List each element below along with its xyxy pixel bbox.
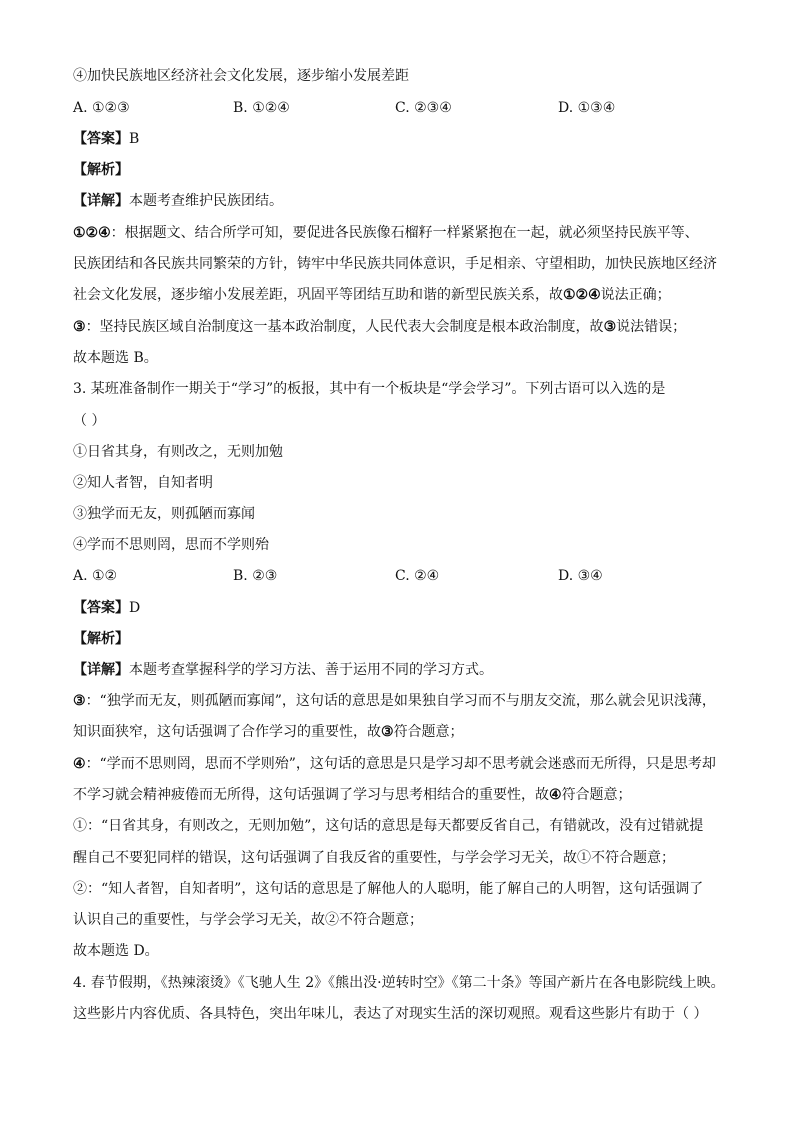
q2-explanation-2 [73,318,686,336]
q3-conclusion: 故本题选 D。 [73,943,159,959]
q2-option-a: A. ①②③ [73,100,130,116]
q3-item-2: ②知人者智，自知者明 [73,475,213,491]
explanation-tag: ③ [73,319,86,335]
q2-option-d: D. ①③④ [558,100,616,116]
explanation-tag: ③ [603,319,617,335]
q4-stem-line-1: 4. 春节假期，《热辣滚烫》《飞驰人生 2》《熊出没·逆转时空》《第二十条》等国产新片在各电影院线上映。 [73,975,725,991]
detail-label: 【详解】 [73,662,129,678]
explanation-tag: ③ [73,693,86,709]
q3-explanation-4-line-1: ②：“知人者智，自知者明”，这句话的意思是了解他人的人聪明，能了解自己的人明智，这句话强调了 [73,881,704,897]
q3-stem-line-1: 3. 某班准备制作一期关于“学习”的板报，其中有一个板块是“学会学习”。下列古语可以入选的是 [73,381,666,397]
q2-answer [73,130,139,148]
explanation-text: 符合题意； [393,724,464,740]
q2-explanation-1-line-1 [73,224,699,242]
q3-answer [73,599,140,617]
q2-detail [73,192,283,210]
q3-option-d: D. ③④ [558,568,603,584]
explanation-text: 社会文化发展，逐步缩小发展差距，巩固平等团结互助和谐的新型民族关系，故 [73,287,563,303]
answer-label: 【答案】 [73,600,129,616]
q3-explanation-1-line-2 [73,723,464,741]
explanation-text: 说法错误； [616,319,687,335]
q3-option-c: C. ②④ [395,568,440,584]
q3-stem-line-2: （ ） [73,413,106,429]
q3-explanation-1-line-1 [73,692,716,710]
q2-explanation-1-line-3 [73,286,671,304]
q3-analysis-label: 【解析】 [73,631,129,647]
explanation-text: 符合题意； [561,787,632,803]
q2-analysis-label: 【解析】 [73,162,129,178]
detail-text: 本题考查掌握科学的学习方法、善于运用不同的学习方式。 [129,662,493,678]
explanation-text: ：“独学而无友，则孤陋而寡闻”，这句话的意思是如果独自学习而不与朋友交流，那么就会见识浅薄， [85,693,716,709]
explanation-text: 知识面狭窄，这句话强调了合作学习的重要性，故 [73,724,381,740]
q2-conclusion: 故本题选 B。 [73,350,158,366]
explanation-text: 说法正确； [600,287,671,303]
q3-option-b: B. ②③ [233,568,278,584]
q4-stem-line-2: 这些影片内容优质、各具特色，突出年味儿，表达了对现实生活的深切观照。观看这些影片有助于（ ） [73,1006,708,1022]
q3-explanation-3-line-2: 醒自己不要犯同样的错误，这句话强调了自我反省的重要性，与学会学习无关，故①不符合题意； [73,850,675,866]
explanation-text: ：坚持民族区域自治制度这一基本政治制度，人民代表大会制度是根本政治制度，故 [85,319,604,335]
answer-value: D [129,600,141,616]
q3-explanation-4-line-2: 认识自己的重要性，与学会学习无关，故②不符合题意； [73,912,423,928]
explanation-text: ：“学而不思则罔，思而不学则殆”，这句话的意思是只是学习却不思考就会迷惑而无所得，只是思考却 [85,756,716,772]
explanation-tag: ①②④ [563,287,601,303]
q3-explanation-3-line-1: ①：“日省其身，有则改之，无则加勉”，这句话的意思是每天都要反省自己，有错就改，没有过错就提 [73,818,704,834]
q3-item-1: ①日省其身，有则改之，无则加勉 [73,444,283,460]
answer-label: 【答案】 [73,131,129,147]
q3-item-3: ③独学而无友，则孤陋而寡闻 [73,506,255,522]
explanation-tag: ④ [73,756,86,772]
q3-detail [73,661,493,679]
explanation-text: 不学习就会精神疲倦而无所得，这句话强调了学习与思考相结合的重要性，故 [73,787,549,803]
q2-option-b: B. ①②④ [233,100,290,116]
q2-option-c: C. ②③④ [395,100,452,116]
explanation-tag: ①②④ [73,225,111,241]
detail-text: 本题考查维护民族团结。 [129,193,283,209]
q2-explanation-1-line-2: 民族团结和各民族共同繁荣的方针，铸牢中华民族共同体意识，手足相亲、守望相助，加快民族地区经济 [73,256,717,272]
answer-value: B [129,131,140,147]
explanation-text: ：根据题文、结合所学可知，要促进各民族像石榴籽一样紧紧抱在一起，就必须坚持民族平等、 [110,225,699,241]
explanation-tag: ④ [549,787,562,803]
detail-label: 【详解】 [73,193,129,209]
q3-option-a: A. ①② [73,568,118,584]
q3-explanation-2-line-2 [73,786,632,804]
q2-item-4: ④加快民族地区经济社会文化发展，逐步缩小发展差距 [73,68,409,84]
q3-item-4: ④学而不思则罔，思而不学则殆 [73,537,269,553]
q3-explanation-2-line-1 [73,755,716,773]
explanation-tag: ③ [381,724,394,740]
